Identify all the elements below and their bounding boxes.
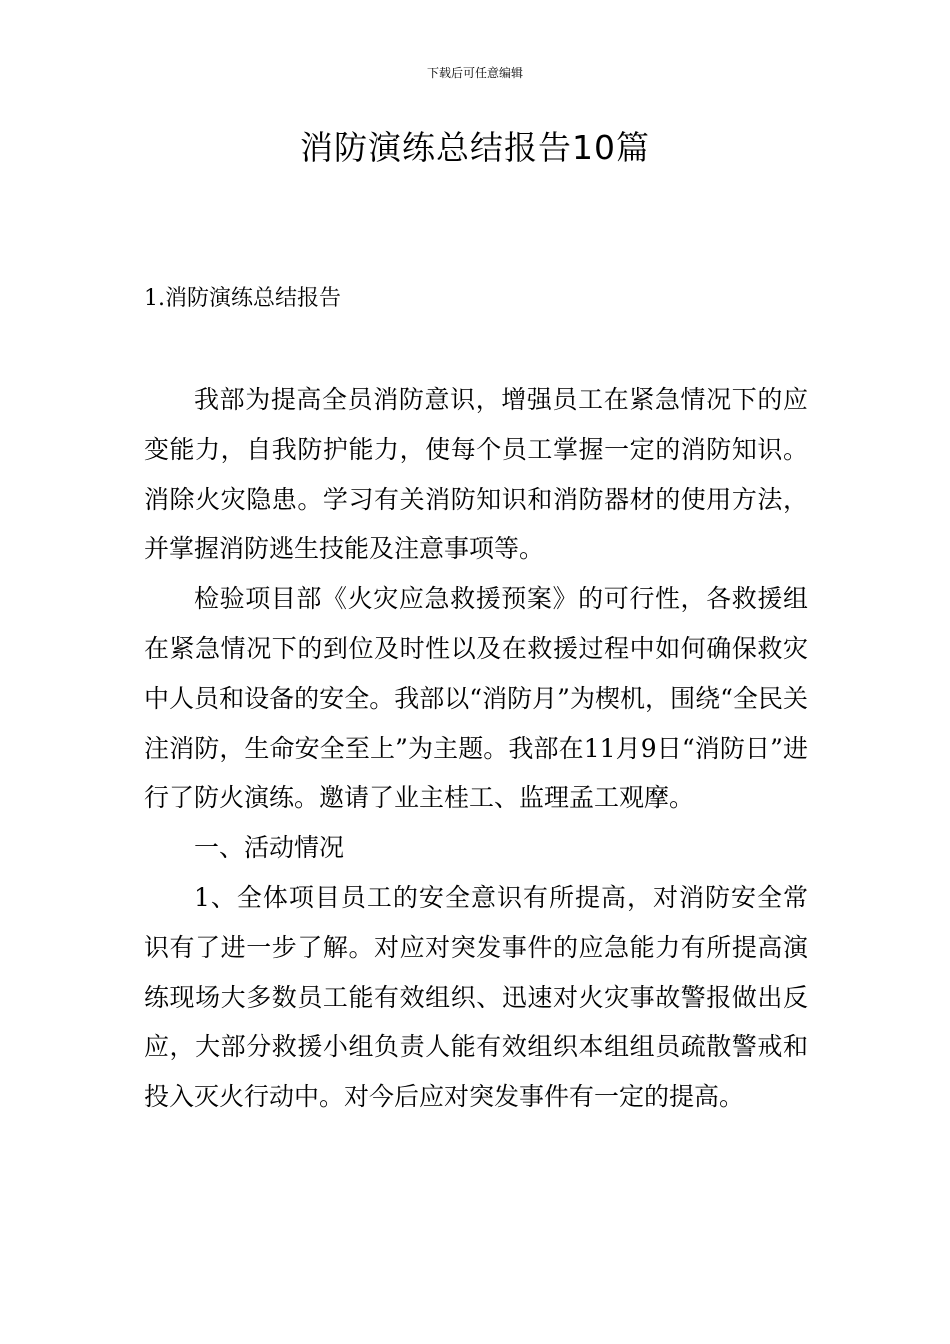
document-title: 消防演练总结报告10篇 <box>300 128 650 167</box>
paragraph: 我部为提高全员消防意识，增强员工在紧急情况下的应变能力，自我防护能力，使每个员工掌握一定的消防知识。消除火灾隐患。学习有关消防知识和消防器材的使用方法，并掌握消防逃生技能及注意事项等。 <box>144 385 808 564</box>
paragraph: 检验项目部《火灾应急救援预案》的可行性，各救援组在紧急情况下的到位及时性以及在救援过程中如何确保救灾中人员和设备的安全。我部以“消防月”为楔机，围绕“全民关注消防，生命安全至上”为主题。我部在11月9日“消防日”进行了防火演练。邀请了业主桂工、监理孟工观摩。 <box>144 584 808 813</box>
header-note: 下载后可任意编辑 <box>426 66 523 80</box>
body-text <box>144 375 808 1122</box>
section-heading: 1.消防演练总结报告 <box>144 286 341 311</box>
paragraph: 1、全体项目员工的安全意识有所提高，对消防安全常识有了进一步了解。对应对突发事件的应急能力有所提高演练现场大多数员工能有效组织、迅速对火灾事故警报做出反应，大部分救援小组负责人能有效组织本组组员疏散警戒和投入灭火行动中。对今后应对突发事件有一定的提高。 <box>144 882 808 1112</box>
subsection-heading: 一、活动情况 <box>194 833 345 863</box>
